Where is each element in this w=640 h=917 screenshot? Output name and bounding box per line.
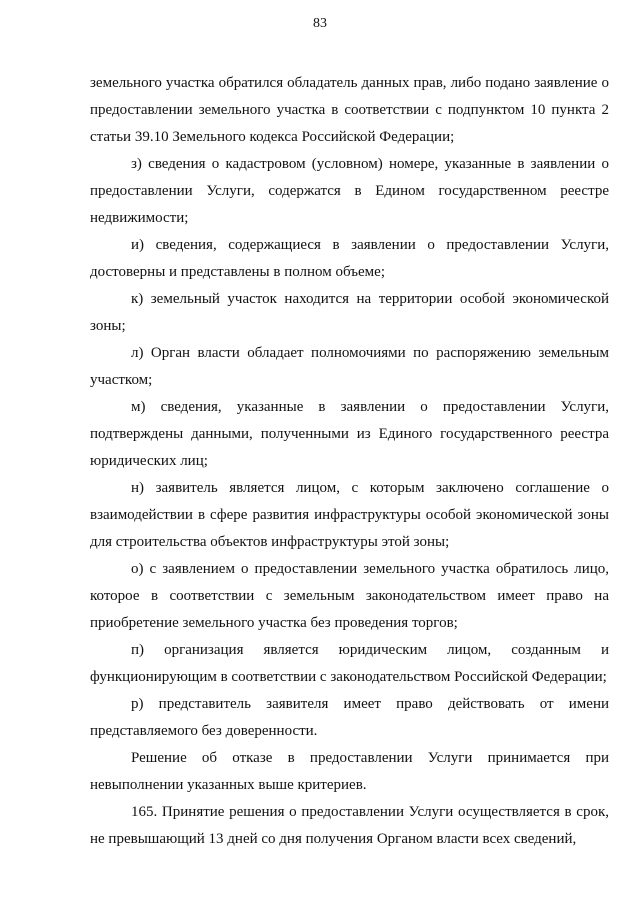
- paragraph-item-k: к) земельный участок находится на территории особой экономической зоны;: [90, 291, 609, 334]
- paragraph-continuation: земельного участка обратился обладатель данных прав, либо подано заявление о предоставлении земельного участка в соответствии с подпунктом 10 пункта 2 статьи 39.10 Земельного кодекса Российской Федерации;: [90, 75, 609, 145]
- paragraph-item-r: р) представитель заявителя имеет право действовать от имени представляемого без доверенности.: [90, 696, 609, 739]
- paragraph-item-i: и) сведения, содержащиеся в заявлении о предоставлении Услуги, достоверны и представлены в полном объеме;: [90, 237, 609, 280]
- document-body: [90, 70, 609, 853]
- paragraph-item-o: о) с заявлением о предоставлении земельного участка обратилось лицо, которое в соответствии с земельным законодательством имеет право на приобретение земельного участка без проведения торгов;: [90, 561, 609, 631]
- paragraph-item-p: п) организация является юридическим лицом, созданным и функционирующим в соответствии с законодательством Российской Федерации;: [90, 642, 609, 685]
- paragraph-refusal-decision: Решение об отказе в предоставлении Услуги принимается при невыполнении указанных выше критериев.: [90, 750, 609, 793]
- paragraph-item-z: з) сведения о кадастровом (условном) номере, указанные в заявлении о предоставлении Услуги, содержатся в Едином государственном реестре недвижимости;: [90, 156, 609, 226]
- page-number: 83: [313, 16, 327, 31]
- paragraph-section-165: 165. Принятие решения о предоставлении Услуги осуществляется в срок, не превышающий 13 дней со дня получения Органом власти всех сведений,: [90, 804, 609, 847]
- paragraph-item-m: м) сведения, указанные в заявлении о предоставлении Услуги, подтверждены данными, полученными из Единого государственного реестра юридических лиц;: [90, 399, 609, 469]
- paragraph-item-l: л) Орган власти обладает полномочиями по распоряжению земельным участком;: [90, 345, 609, 388]
- paragraph-item-n: н) заявитель является лицом, с которым заключено соглашение о взаимодействии в сфере развития инфраструктуры особой экономической зоны для строительства объектов инфраструктуры этой зоны;: [90, 480, 609, 550]
